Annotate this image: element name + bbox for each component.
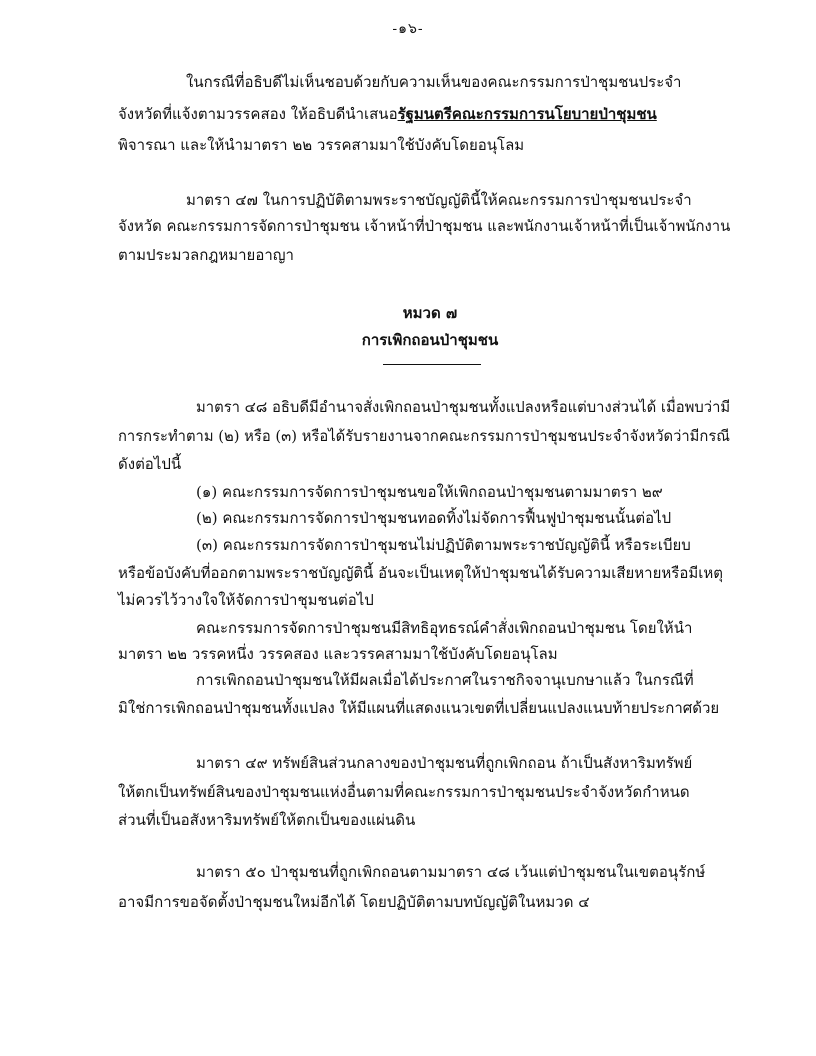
section48-item1: (๑) คณะกรรมการจัดการป่าชุมชนขอให้เพิกถอนป่าชุมชนตามมาตรา ๒๙ bbox=[196, 483, 663, 501]
section49-line3: ส่วนที่เป็นอสังหาริมทรัพย์ให้ตกเป็นของแผ่นดิน bbox=[118, 811, 416, 829]
section49-line2: ให้ตกเป็นทรัพย์สินของป่าชุมชนแห่งอื่นตามที่คณะกรรมการป่าชุมชนประจำจังหวัดกำหนด bbox=[118, 783, 690, 801]
page-number: -๑๖- bbox=[392, 21, 424, 37]
para1-emphasis: รัฐมนตรีคณะกรรมการนโยบายป่าชุมชน bbox=[397, 105, 657, 123]
chapter-title: การเพิกถอนป่าชุมชน bbox=[361, 331, 499, 349]
section48-item3-line1: (๓) คณะกรรมการจัดการป่าชุมชนไม่ปฏิบัติตามพระราชบัญญัตินี้ หรือระเบียบ bbox=[196, 536, 691, 554]
section47-line3: ตามประมวลกฎหมายอาญา bbox=[118, 246, 294, 264]
section48-line2: การกระทำตาม (๒) หรือ (๓) หรือได้รับรายงานจากคณะกรรมการป่าชุมชนประจำจังหวัดว่ามีกรณี bbox=[118, 427, 730, 445]
para1-line1: ในกรณีที่อธิบดีไม่เห็นชอบด้วยกับความเห็นของคณะกรรมการป่าชุมชนประจำ bbox=[186, 73, 682, 91]
section50-line1: มาตรา ๕๐ ป่าชุมชนที่ถูกเพิกถอนตามมาตรา ๔๘ เว้นแต่ป่าชุมชนในเขตอนุรักษ์ bbox=[196, 863, 706, 881]
heading-underline bbox=[383, 364, 481, 365]
section49-line1: มาตรา ๔๙ ทรัพย์สินส่วนกลางของป่าชุมชนที่ถูกเพิกถอน ถ้าเป็นสังหาริมทรัพย์ bbox=[196, 754, 693, 772]
section48-line3: ดังต่อไปนี้ bbox=[118, 455, 182, 473]
section48-p2-line2: มาตรา ๒๒ วรรคหนึ่ง วรรคสอง และวรรคสามมาใช้บังคับโดยอนุโลม bbox=[118, 645, 558, 663]
section48-item3-line3: ไม่ควรไว้วางใจให้จัดการป่าชุมชนต่อไป bbox=[118, 591, 374, 609]
section47-line1: มาตรา ๔๗ ในการปฏิบัติตามพระราชบัญญัตินี้ให้คณะกรรมการป่าชุมชนประจำ bbox=[186, 191, 692, 209]
section48-line1: มาตรา ๔๘ อธิบดีมีอำนาจสั่งเพิกถอนป่าชุมชนทั้งแปลงหรือแต่บางส่วนได้ เมื่อพบว่ามี bbox=[196, 398, 731, 416]
chapter-number: หมวด ๗ bbox=[402, 304, 458, 322]
para1-line2-text: จังหวัดที่แจ้งตามวรรคสอง ให้อธิบดีนำเสนอ bbox=[118, 105, 398, 123]
section50-line2: อาจมีการขอจัดตั้งป่าชุมชนใหม่อีกได้ โดยปฏิบัติตามบทบัญญัติในหมวด ๔ bbox=[118, 893, 590, 911]
para1-line3: พิจารณา และให้นำมาตรา ๒๒ วรรคสามมาใช้บังคับโดยอนุโลม bbox=[118, 136, 525, 154]
section48-p3-line1: การเพิกถอนป่าชุมชนให้มีผลเมื่อได้ประกาศในราชกิจจานุเบกษาแล้ว ในกรณีที่ bbox=[196, 671, 694, 689]
section48-p3-line2: มิใช่การเพิกถอนป่าชุมชนทั้งแปลง ให้มีแผนที่แสดงแนวเขตที่เปลี่ยนแปลงแนบท้ายประกาศด้วย bbox=[118, 699, 720, 717]
section48-item3-line2: หรือข้อบังคับที่ออกตามพระราชบัญญัตินี้ อันจะเป็นเหตุให้ป่าชุมชนได้รับความเสียหายหรือมีเหตุ bbox=[118, 564, 723, 582]
section48-p2-line1: คณะกรรมการจัดการป่าชุมชนมีสิทธิอุทธรณ์คำสั่งเพิกถอนป่าชุมชน โดยให้นำ bbox=[196, 619, 693, 637]
section48-item2: (๒) คณะกรรมการจัดการป่าชุมชนทอดทิ้งไม่จัดการฟื้นฟูป่าชุมชนนั้นต่อไป bbox=[196, 509, 672, 527]
section47-line2: จังหวัด คณะกรรมการจัดการป่าชุมชน เจ้าหน้าที่ป่าชุมชน และพนักงานเจ้าหน้าที่เป็นเจ้าพนักงาน bbox=[118, 217, 731, 235]
para1-line2 bbox=[118, 104, 657, 124]
